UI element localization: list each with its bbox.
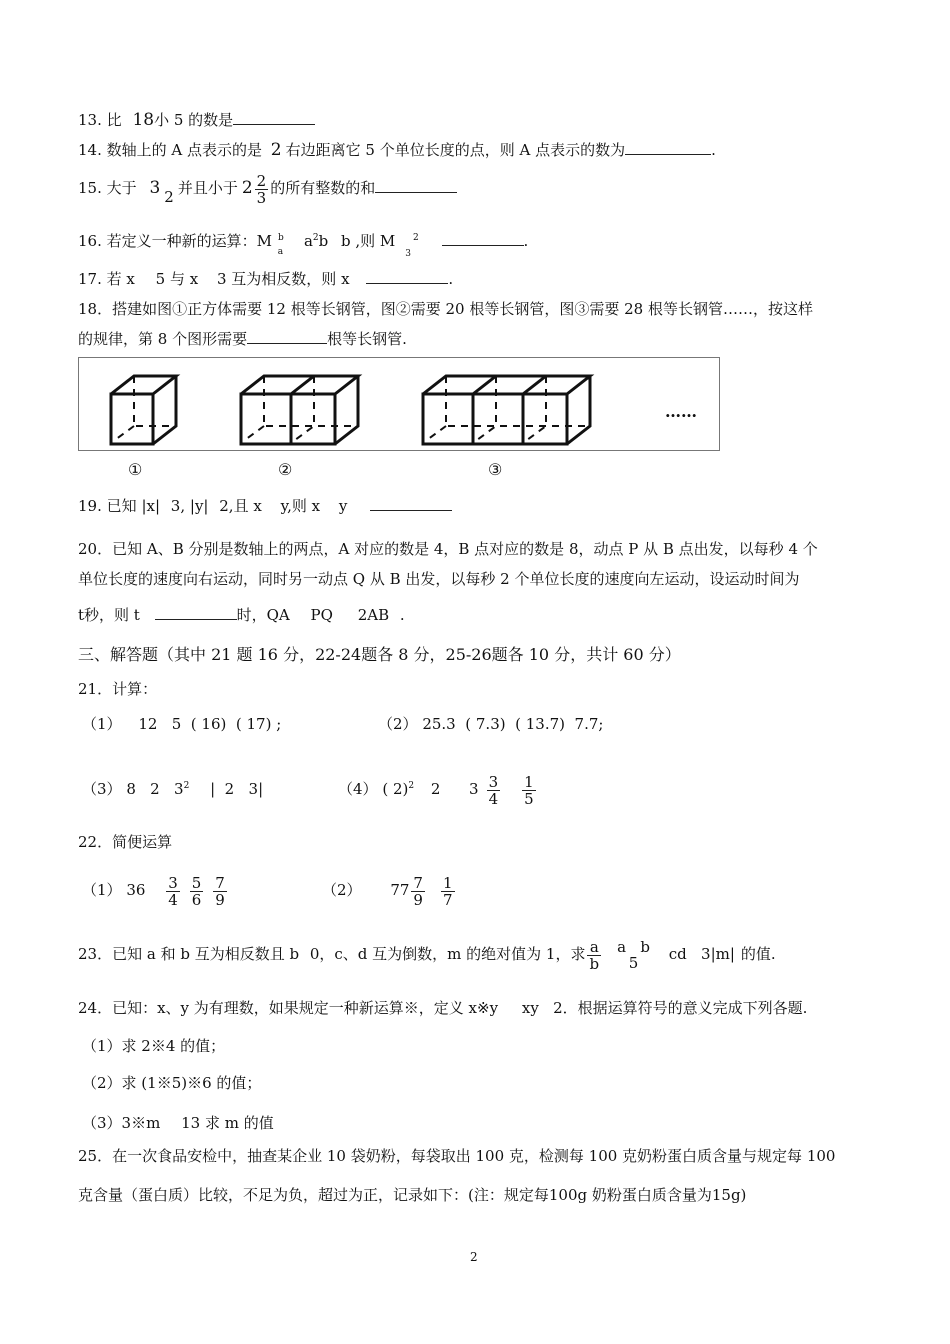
q15-number: 15.	[78, 179, 102, 197]
question-20-line3	[78, 605, 405, 625]
q22-part-2	[322, 870, 457, 910]
q20-text-b: 时，QA	[236, 606, 290, 624]
q14-text-c: 右边距离它 5 个单位长度的点，则 A 点表示的数为	[285, 141, 626, 159]
q23-frac-b-den: 5	[628, 954, 639, 972]
q14-value: 2	[270, 140, 282, 160]
question-18-line1: 18．搭建如图①正方体需要 12 根等长钢管，图②需要 20 根等长钢管，图③需要 28 根等长钢管……，按这样	[78, 300, 813, 318]
q15-frac-b-den: 3	[256, 188, 267, 207]
q15-text-a: 大于	[106, 179, 137, 197]
question-21-title: 21．计算：	[78, 680, 158, 698]
q19-text-a: 已知	[106, 497, 137, 515]
q19-text-c: 3,	[170, 497, 186, 515]
q18-text-a: 的规律，第 8 个图形需要	[78, 330, 248, 348]
q22-p1-frac-a-num: 3	[168, 873, 178, 892]
q17-text-a: 若 x	[106, 270, 135, 288]
q23-frac-a-den: b	[589, 954, 600, 973]
question-20-line2: 单位长度的速度向右运动，同时另一动点 Q 从 B 出发，以每秒 2 个单位长度的速度向左运动，设运动时间为	[78, 570, 800, 588]
q24-part-3	[82, 1113, 274, 1133]
q17-text-c: 3 互为相反数，则 x	[216, 270, 350, 288]
q21-p4-frac-a-num: 3	[488, 772, 499, 791]
q22-p2-fraction-a	[411, 875, 425, 908]
q23-text-c: cd 3|m|	[668, 945, 735, 963]
q20-text-c: PQ	[310, 606, 333, 624]
q22-part-1	[82, 870, 229, 910]
q21-p3-label: （3）	[82, 780, 122, 798]
figure-ellipsis: ……	[665, 402, 697, 421]
q20-text-d: 2AB	[357, 606, 390, 624]
q22-p2-int: 77	[390, 881, 410, 899]
question-24-intro: 24．已知：x、y 为有理数，如果规定一种新运算※，定义 x※y xy 2．根据运算符号的意义完成下列各题.	[78, 999, 808, 1017]
q21-p3-expr-a: 8 2 3	[126, 780, 184, 798]
q15-fraction-a	[162, 173, 176, 205]
q17-text-b: 5 与 x	[155, 270, 199, 288]
q22-p2-frac-a-den: 9	[413, 890, 423, 909]
q18-text-b: 根等长钢管.	[327, 330, 407, 348]
q21-p4-exp: 2	[408, 781, 415, 791]
q22-p1-label: （1）	[82, 881, 122, 899]
q24-p3-text-a: （3）3※m	[82, 1114, 161, 1132]
q15-int-a: 3	[149, 178, 161, 198]
q13-value: 18	[132, 110, 155, 130]
q21-p4-expr-a: ( 2)	[382, 780, 409, 798]
q21-p4-expr-b: 2 3	[430, 780, 479, 798]
question-25-line2: 克含量（蛋白质）比较，不足为负，超过为正，记录如下：(注：规定每100g 奶粉蛋白质含量为15g)	[78, 1186, 747, 1204]
q16-sub-b: b	[278, 233, 284, 243]
q24-part-1: （1）求 2※4 的值；	[82, 1037, 226, 1055]
question-25-line1: 25．在一次食品安检中，抽查某企业 10 袋奶粉，每袋取出 100 克，检测每 100 克奶粉蛋白质含量与规定每 100	[78, 1147, 836, 1165]
q16-period: .	[523, 232, 529, 250]
q23-frac-b-num: a b	[617, 938, 650, 956]
question-22-title: 22．简便运算	[78, 833, 173, 851]
q21-p4-frac-b-den: 5	[524, 789, 534, 808]
q22-p1-frac-b-num: 5	[191, 873, 202, 892]
q13-text-a: 比	[106, 111, 122, 129]
q22-p1-frac-c-den: 9	[215, 890, 225, 909]
q19-abs-y: |y|	[189, 497, 209, 515]
q15-frac-b-num: 2	[256, 171, 267, 190]
q21-p2-label: （2）	[378, 715, 418, 733]
q19-text-g: y	[338, 497, 348, 515]
q16-sub-a: a	[277, 247, 284, 257]
q16-var-b: b	[318, 232, 329, 250]
q24-part-2: （2）求 (1※5)※6 的值；	[82, 1074, 262, 1092]
q21-p2-expr: 25.3 ( 7.3) ( 13.7) 7.7;	[422, 715, 604, 733]
cube-figure	[78, 357, 720, 451]
q22-p2-fraction-b	[441, 875, 455, 908]
q16-text-e: b ,则 M	[341, 232, 396, 250]
q16-text-a: 若定义一种新的运算：M	[106, 232, 273, 250]
q21-part-3	[82, 766, 263, 809]
q22-p1-int: 36	[126, 881, 146, 899]
q15-frac-a-den: 2	[164, 188, 174, 206]
q14-text-a: 数轴上的 A 点表示的是	[106, 141, 263, 159]
q19-number: 19.	[78, 497, 102, 515]
q21-p3-exp: 2	[183, 781, 190, 791]
question-19	[78, 496, 452, 516]
q13-number: 13.	[78, 111, 102, 129]
q14-number: 14.	[78, 141, 102, 159]
question-14	[78, 140, 716, 160]
question-13	[78, 110, 315, 130]
question-16	[78, 228, 529, 259]
q17-answer-blank[interactable]	[366, 269, 448, 284]
question-23	[78, 934, 776, 974]
q23-frac-a-num: a	[589, 937, 599, 956]
q23-text-b: 0，c、d 互为倒数，m 的绝对值为 1，求	[309, 945, 586, 963]
question-17	[78, 269, 453, 289]
q19-answer-blank[interactable]	[370, 496, 452, 511]
q21-p3-expr-b: | 2 3|	[210, 780, 264, 798]
q21-p4-fraction-b	[522, 774, 536, 807]
q20-answer-blank[interactable]	[155, 605, 237, 620]
q22-p2-frac-a-num: 7	[413, 873, 423, 892]
q21-part-1	[82, 714, 281, 734]
q21-p4-fraction-a	[487, 774, 501, 807]
cube-shape-3	[423, 376, 590, 444]
q20-text-a: t秒，则 t	[78, 606, 140, 624]
q22-p1-frac-c-num: 7	[215, 873, 225, 892]
q16-number: 16.	[78, 232, 102, 250]
q16-answer-blank[interactable]	[442, 231, 524, 246]
cube-shape-1	[111, 376, 176, 444]
q16-exp: 2	[312, 233, 319, 243]
figure-label-3: ③	[488, 460, 503, 479]
q23-text-a: 23．已知 a 和 b 互为相反数且 b	[78, 945, 300, 963]
q22-p2-label: （2）	[322, 881, 362, 899]
q21-p1-expr: 12 5 ( 16) ( 17) ;	[138, 715, 282, 733]
q22-p1-frac-b-den: 6	[191, 890, 202, 909]
cube-figure-drawing	[79, 358, 719, 450]
q22-p2-frac-b-den: 7	[442, 890, 453, 909]
q13-answer-blank[interactable]	[233, 110, 315, 125]
q15-answer-blank[interactable]	[375, 178, 457, 193]
q17-number: 17.	[78, 270, 102, 288]
q23-fraction-b	[615, 939, 652, 971]
q15-frac-a-num	[162, 173, 176, 189]
q15-int-b: 2	[241, 178, 253, 198]
q21-p4-frac-b-num: 1	[524, 772, 534, 791]
q15-fraction-b	[255, 173, 269, 206]
q16-var-a: a	[303, 232, 313, 250]
q22-p2-frac-b-num: 1	[442, 873, 453, 892]
question-15	[78, 168, 457, 208]
q21-p4-frac-a-den: 4	[488, 789, 499, 808]
cube-shape-2	[241, 376, 358, 444]
q21-p1-label: （1）	[82, 715, 122, 733]
q15-text-e: 的所有整数的和	[270, 179, 376, 197]
q22-p1-fraction-b	[190, 875, 204, 908]
q19-text-e: 2,且 x	[219, 497, 262, 515]
q16-sup-2: 2	[413, 233, 419, 243]
q18-answer-blank[interactable]	[247, 329, 327, 344]
q14-answer-blank[interactable]	[625, 140, 711, 155]
q19-abs-x: |x|	[141, 497, 161, 515]
q15-text-c: 并且小于	[177, 179, 238, 197]
q22-p1-frac-a-den: 4	[168, 890, 178, 909]
q19-text-f: y,则 x	[280, 497, 321, 515]
page-number: 2	[470, 1250, 478, 1264]
q17-period: .	[448, 270, 454, 288]
question-18-line2	[78, 329, 407, 349]
q13-text-c: 小 5 的数是	[154, 111, 234, 129]
q14-period: .	[711, 141, 716, 159]
q23-text-d: 的值.	[740, 945, 776, 963]
q22-p1-fraction-a	[166, 875, 180, 908]
q24-p3-text-b: 13 求 m 的值	[181, 1114, 274, 1132]
question-20-line1: 20．已知 A、B 分别是数轴上的两点，A 对应的数是 4，B 点对应的数是 8，动点 P 从 B 点出发，以每秒 4 个	[78, 540, 818, 558]
figure-label-1: ①	[128, 460, 143, 479]
q21-p4-label: （4）	[338, 780, 378, 798]
q21-part-2	[378, 714, 603, 734]
section-3-heading: 三、解答题（其中 21 题 16 分，22-24题各 8 分，25-26题各 10 分，共计 60 分）	[78, 645, 681, 664]
q22-p1-fraction-c	[213, 875, 227, 908]
q23-fraction-a	[587, 939, 601, 972]
q20-period: .	[399, 606, 405, 624]
figure-label-2: ②	[278, 460, 293, 479]
q16-sub-3: 3	[405, 249, 412, 259]
q21-part-4	[338, 766, 538, 809]
